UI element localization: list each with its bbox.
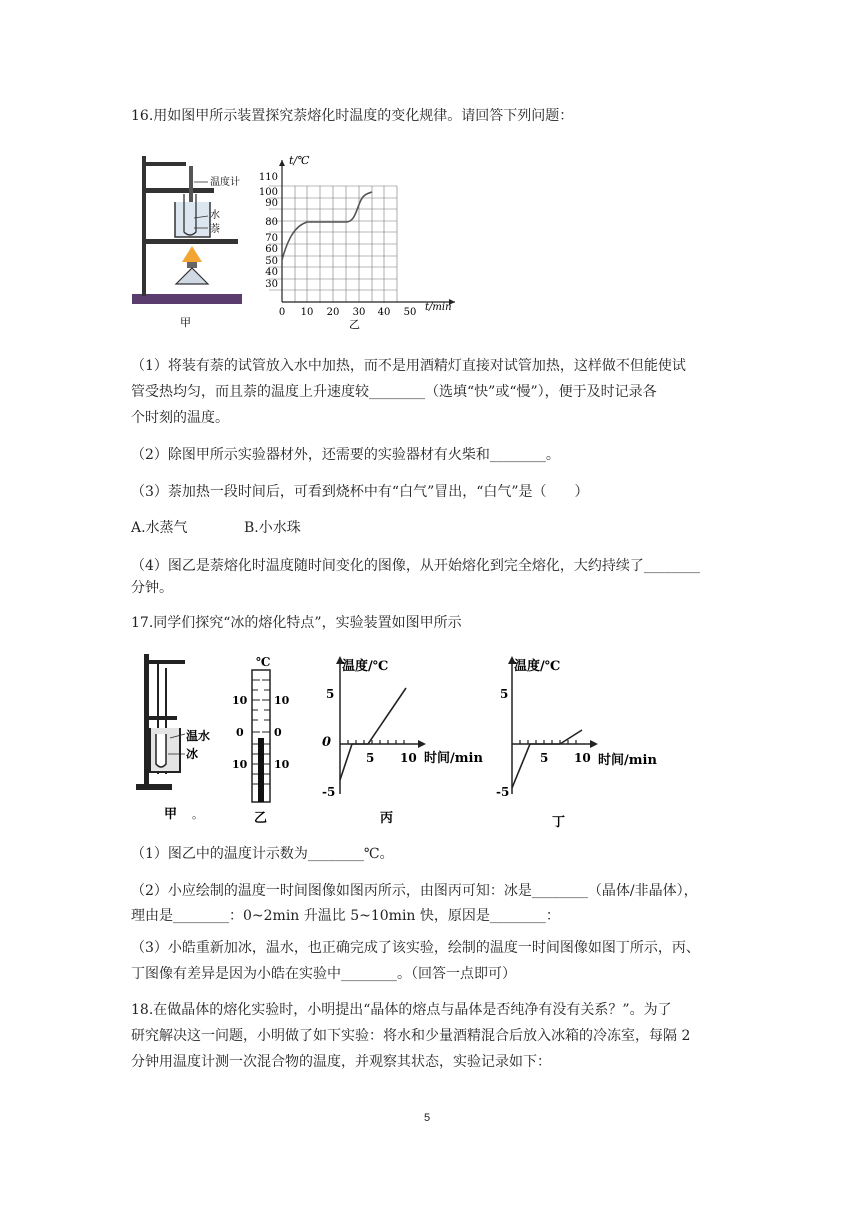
y-tick: 90 <box>265 198 278 209</box>
flame-icon <box>182 246 202 262</box>
q16-p2: （2）除图甲所示实验器材外，还需要的实验器材有火柴和________。 <box>131 447 560 463</box>
q16-title: 16.用如图甲所示装置探究萘熔化时温度的变化规律。请回答下列问题： <box>131 108 574 124</box>
ice-label: 冰 <box>186 747 199 761</box>
x-tick: 30 <box>352 307 366 318</box>
origin-label: 0 <box>322 735 332 750</box>
y-axis-label: 温度/℃ <box>342 659 389 674</box>
x-tick: 5 <box>366 751 375 765</box>
q16-p4-line2: 分钟。 <box>131 580 173 596</box>
stand-rod <box>142 156 146 296</box>
q17-p3-line1: （3）小皓重新加冰，温水，也正确完成了该实验，绘制的温度一时间图像如图丁所示，丙、 <box>131 940 700 956</box>
q17-apparatus-figure <box>130 650 240 830</box>
y-axis-label: t/℃ <box>289 154 310 167</box>
y-tick: 40 <box>265 267 278 278</box>
svg-text:。: 。 <box>192 808 203 821</box>
y-tick: 60 <box>265 244 278 255</box>
page-number: 5 <box>424 1112 431 1124</box>
q18-line3: 分钟用温度计测一次混合物的温度，并观察其状态，实验记录如下： <box>131 1054 551 1070</box>
q17-p2-line1: （2）小应绘制的温度一时间图像如图丙所示，由图丙可知：冰是________（晶体/非晶体）， <box>131 883 698 899</box>
thermometer-label: 温度计 <box>210 177 240 188</box>
figure-caption-bing: 丙 <box>380 811 394 826</box>
x-axis-label: t/min <box>425 302 452 313</box>
y-tick: 110 <box>258 172 278 183</box>
q17-title: 17.同学们探究“冰的熔化特点”，实验装置如图甲所示 <box>131 615 462 631</box>
figure-caption-jia: 甲 <box>164 807 178 822</box>
figure-caption-yi: 乙 <box>349 318 360 331</box>
q16-option-a: A.水蒸气 <box>131 520 188 536</box>
q16-option-b: B.小水珠 <box>244 520 301 536</box>
q17-graph-ding <box>490 650 670 830</box>
x-tick: 40 <box>377 307 391 318</box>
q16-p3: （3）萘加热一段时间后，可看到烧杯中有“白气”冒出，“白气”是（ ） <box>131 484 589 500</box>
x-axis-label: 时间/min <box>598 753 657 768</box>
scale-label: 0 <box>274 726 282 739</box>
x-tick: 5 <box>540 751 549 765</box>
x-tick: 10 <box>400 751 417 765</box>
q17-p2-line2: 理由是________：0~2min 升温比 5~10min 快，原因是________： <box>131 908 560 924</box>
q18-line1: 18.在做晶体的熔化实验时，小明提出“晶体的熔点与晶体是否纯净有没有关系？”。为了 <box>131 1002 672 1018</box>
celsius-unit: ℃ <box>256 655 271 669</box>
x-tick: 10 <box>300 307 314 318</box>
y-tick: 5 <box>500 687 509 701</box>
scale-label: 10 <box>274 758 290 771</box>
test-tube <box>156 734 166 767</box>
y-tick: 30 <box>265 279 278 290</box>
q17-p3-line2: 丁图像有差异是因为小皓在实验中________。（回答一点即可） <box>131 966 516 982</box>
y-tick: 70 <box>265 233 278 244</box>
q17-p1: （1）图乙中的温度计示数为________℃。 <box>131 846 394 862</box>
q16-p1-line3: 个时刻的温度。 <box>131 410 229 426</box>
q16-p4-line1: （4）图乙是萘熔化时温度随时间变化的图像，从开始熔化到完全熔化，大约持续了________ <box>131 558 700 574</box>
scale-label: 10 <box>274 694 290 707</box>
naphthalene-label: 萘 <box>210 224 220 235</box>
stand-base <box>132 294 242 304</box>
warm-water-label: 温水 <box>186 729 211 743</box>
q16-temperature-graph <box>255 150 465 336</box>
q16-apparatus-figure <box>128 152 258 332</box>
beaker <box>175 202 210 237</box>
scale-label: 10 <box>232 694 248 707</box>
y-tick: 5 <box>326 687 335 701</box>
y-tick: 80 <box>265 217 278 228</box>
figure-caption-ding: 丁 <box>552 815 566 830</box>
q17-thermometer-figure <box>228 650 298 830</box>
q16-p1-line1: （1）将装有萘的试管放入水中加热，而不是用酒精灯直接对试管加热，这样做不但能使试 <box>131 358 686 374</box>
thermometer-mercury <box>258 738 264 802</box>
y-tick: -5 <box>496 785 510 799</box>
y-tick: -5 <box>322 785 336 799</box>
y-tick: 100 <box>258 187 278 198</box>
q18-line2: 研究解决这一问题，小明做了如下实验：将水和少量酒精混合后放入冰箱的冷冻室，每隔 2 <box>131 1028 691 1044</box>
x-tick: 10 <box>574 751 591 765</box>
x-axis-label: 时间/min <box>424 751 483 766</box>
scale-label: 0 <box>236 726 244 739</box>
curve-line <box>282 192 372 260</box>
scale-label: 10 <box>232 758 248 771</box>
x-tick: 20 <box>326 307 340 318</box>
x-tick: 0 <box>278 307 286 318</box>
q17-graph-bing <box>318 650 488 830</box>
q16-p1-line2: 管受热均匀，而且萘的温度上升速度较________（选填“快”或“慢”），便于及时记录各 <box>131 384 657 400</box>
water-label: 水 <box>210 210 220 221</box>
curve-line <box>340 688 406 780</box>
alcohol-lamp-icon <box>176 268 208 284</box>
y-axis-label: 温度/℃ <box>514 659 561 674</box>
x-tick: 50 <box>403 307 417 318</box>
figure-caption-yi: 乙 <box>254 811 268 826</box>
y-tick: 50 <box>265 256 278 267</box>
figure-caption-jia: 甲 <box>180 316 191 329</box>
